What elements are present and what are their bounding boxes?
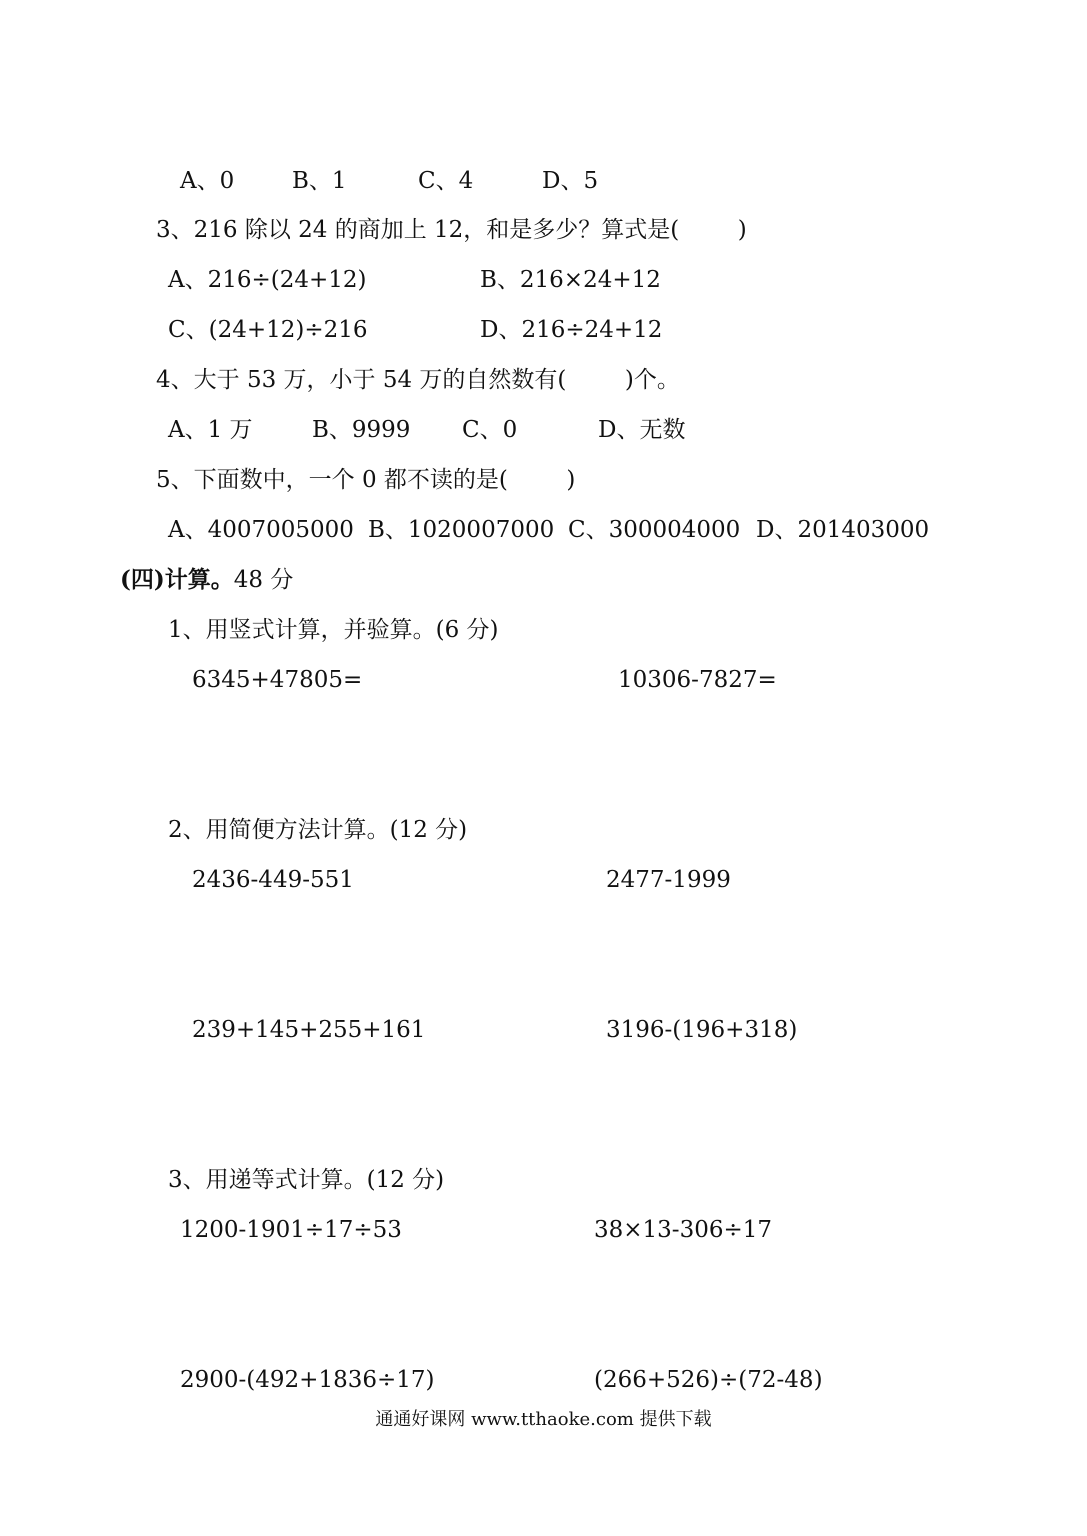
q2-option-d: D、5 <box>542 168 599 194</box>
q3-stem: 3、216 除以 24 的商加上 12，和是多少？算式是( ) <box>156 217 747 243</box>
q3-option-a: A、216÷(24+12) <box>168 267 367 293</box>
part3-heading: 3、用递等式计算。(12 分) <box>168 1167 445 1193</box>
page-footer: 通通好课网 www.tthaoke.com 提供下载 <box>375 1409 712 1430</box>
section-title <box>120 566 293 594</box>
part1-expr-2: 10306-7827= <box>618 667 777 693</box>
part2-expr-4: 3196-(196+318) <box>606 1017 798 1043</box>
part2-expr-3: 239+145+255+161 <box>192 1017 426 1043</box>
part3-expr-3: 2900-(492+1836÷17) <box>180 1367 435 1393</box>
q2-option-c: C、4 <box>418 168 474 194</box>
part2-expr-1: 2436-449-551 <box>192 867 354 893</box>
q5-option-c: C、300004000 <box>568 517 741 543</box>
q5-option-b: B、1020007000 <box>368 517 555 543</box>
part3-expr-4: (266+526)÷(72-48) <box>594 1367 823 1393</box>
part1-heading: 1、用竖式计算，并验算。(6 分) <box>168 617 499 643</box>
q4-stem: 4、大于 53 万，小于 54 万的自然数有( )个。 <box>156 367 680 393</box>
q3-option-c: C、(24+12)÷216 <box>168 317 368 343</box>
part1-expr-1: 6345+47805= <box>192 667 363 693</box>
part3-expr-2: 38×13-306÷17 <box>594 1217 773 1243</box>
q4-option-d: D、无数 <box>598 417 686 443</box>
q4-option-a: A、1 万 <box>168 417 253 443</box>
q5-option-d: D、201403000 <box>756 517 930 543</box>
q4-option-c: C、0 <box>462 417 518 443</box>
section-title-score: 48 分 <box>233 567 294 593</box>
q5-stem: 5、下面数中，一个 0 都不读的是( ) <box>156 467 576 493</box>
section-title-bold: (四)计算。 <box>120 566 234 593</box>
q2-option-a: A、0 <box>180 168 235 194</box>
part3-expr-1: 1200-1901÷17÷53 <box>180 1217 402 1243</box>
q2-option-b: B、1 <box>292 168 347 194</box>
part2-expr-2: 2477-1999 <box>606 867 731 893</box>
part2-heading: 2、用简便方法计算。(12 分) <box>168 817 468 843</box>
q3-option-b: B、216×24+12 <box>480 267 661 293</box>
q5-option-a: A、4007005000 <box>168 517 354 543</box>
q3-option-d: D、216÷24+12 <box>480 317 663 343</box>
q4-option-b: B、9999 <box>312 417 411 443</box>
